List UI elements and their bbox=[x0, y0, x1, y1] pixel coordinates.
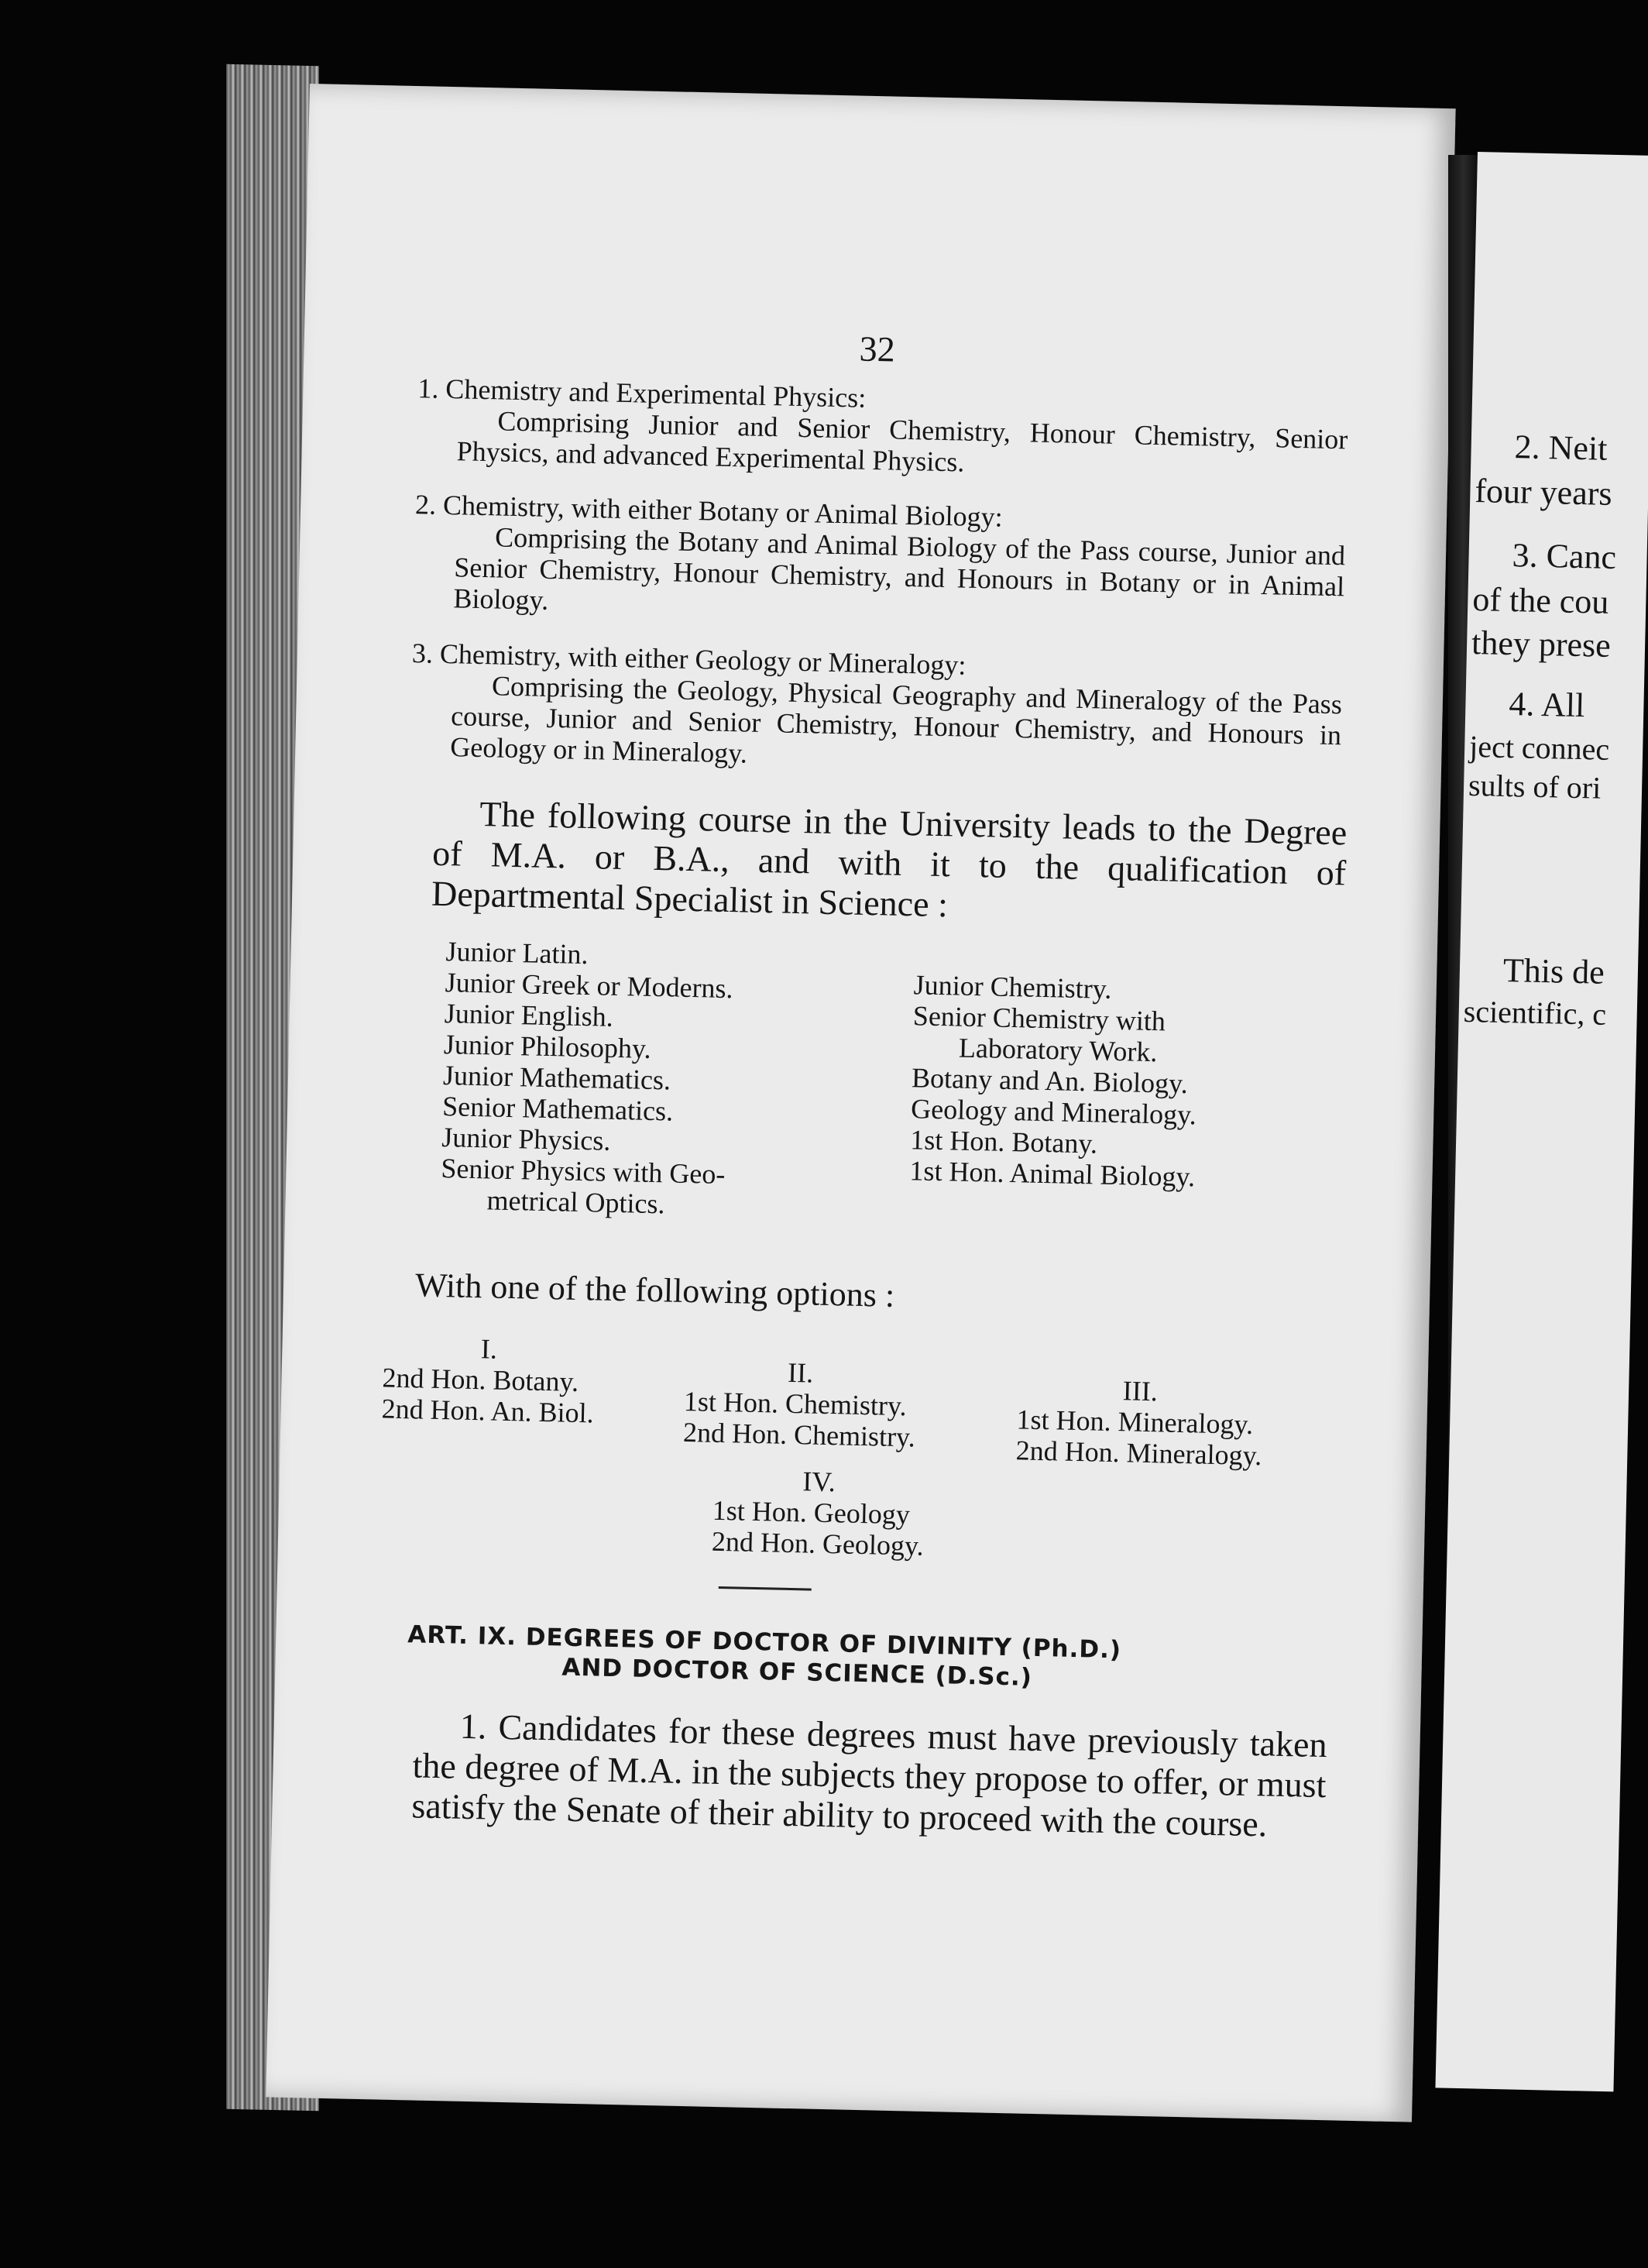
course-item: Junior Philosophy. bbox=[443, 1029, 652, 1064]
list-item bbox=[417, 373, 1348, 486]
list-item bbox=[411, 637, 1343, 782]
option-line: 2nd Hon. An. Biol. bbox=[381, 1393, 595, 1429]
article-heading-line: ART. IX. DEGREES OF DOCTOR OF DIVINITY (Ph.D.) bbox=[407, 1620, 1122, 1665]
course-list-left bbox=[440, 936, 734, 1221]
option-line: 2nd Hon. Botany. bbox=[382, 1362, 579, 1397]
option-line: 1st Hon. Mineralogy. bbox=[1016, 1404, 1254, 1440]
list-item-heading: 2. Chemistry, with either Botany or Animal Biology: bbox=[414, 489, 1004, 533]
option-line: 2nd Hon. Chemistry. bbox=[682, 1416, 916, 1453]
course-item: Junior Mathematics. bbox=[442, 1060, 671, 1096]
option-line: 2nd Hon. Geology. bbox=[711, 1525, 925, 1562]
facing-page-line: they prese bbox=[1471, 623, 1612, 665]
facing-page-line: four years bbox=[1474, 472, 1613, 513]
course-list-right bbox=[909, 969, 1200, 1192]
list-item-heading: 1. Chemistry and Experimental Physics: bbox=[417, 373, 867, 414]
course-item: Geology and Mineralogy. bbox=[910, 1093, 1197, 1131]
option-line: 1st Hon. Geology bbox=[712, 1494, 911, 1531]
course-item: 1st Hon. Animal Biology. bbox=[909, 1155, 1196, 1193]
list-item-body: Comprising Junior and Senior Chemistry, Honour Chemistry, Senior Physics, and advanced Experimental Physics. bbox=[456, 405, 1348, 478]
facing-page-line: This de bbox=[1502, 950, 1605, 991]
course-item: Junior Greek or Moderns. bbox=[445, 967, 734, 1005]
course-item: Junior Physics. bbox=[441, 1122, 611, 1156]
facing-page-line: ject connec bbox=[1468, 728, 1610, 767]
list-item-body: Comprising the Geology, Physical Geography and Mineralogy of the Pass course, Junior and Senior Chemistry, Honour Chemistry, and Honours in Geology or in Mineralogy. bbox=[449, 670, 1343, 769]
facing-page-line: 2. Neit bbox=[1514, 428, 1608, 468]
option-numeral: IV. bbox=[802, 1466, 836, 1498]
article-heading bbox=[407, 1620, 1321, 1699]
option-line: 2nd Hon. Mineralogy. bbox=[1015, 1435, 1262, 1472]
book-page bbox=[266, 84, 1455, 2122]
option-numeral: II. bbox=[787, 1356, 814, 1389]
course-item: Senior Mathematics. bbox=[441, 1091, 674, 1127]
course-item: metrical Optics. bbox=[486, 1184, 665, 1220]
facing-page-line: scientific, c bbox=[1463, 993, 1607, 1032]
section-divider bbox=[719, 1586, 812, 1591]
course-item: Senior Chemistry with bbox=[912, 1000, 1166, 1037]
page-content bbox=[266, 84, 1455, 2122]
course-item: Botany and An. Biology. bbox=[911, 1062, 1189, 1100]
course-item: Senior Physics with Geo- bbox=[441, 1153, 726, 1191]
option-group bbox=[381, 1331, 596, 1428]
list-item-heading: 3. Chemistry, with either Geology or Mineralogy: bbox=[411, 637, 966, 681]
page-number: 32 bbox=[859, 328, 896, 369]
option-group bbox=[683, 1355, 917, 1453]
option-numeral: III. bbox=[1122, 1375, 1159, 1407]
course-intro-paragraph: The following course in the University leads to the Degree of M.A. or B.A., and with it to the qualification of Departmental Specialist in Science : bbox=[431, 794, 1348, 925]
course-item: Junior Chemistry. bbox=[913, 969, 1112, 1005]
facing-page-line: 4. All bbox=[1508, 685, 1585, 725]
facing-page-line: sults of ori bbox=[1468, 767, 1602, 806]
option-group bbox=[712, 1464, 925, 1562]
list-item-body: Comprising the Botany and Animal Biology of the Pass course, Junior and Senior Chemistry, Honour Chemistry, and Honours in Botany or in Animal Biology. bbox=[453, 521, 1346, 616]
list-item bbox=[414, 489, 1346, 633]
option-line: 1st Hon. Chemistry. bbox=[683, 1385, 908, 1422]
article-heading-line: AND DOCTOR OF SCIENCE (D.Sc.) bbox=[561, 1653, 1033, 1692]
options-heading: With one of the following options : bbox=[414, 1266, 895, 1314]
course-item: Laboratory Work. bbox=[958, 1032, 1158, 1068]
facing-page-line: of the cou bbox=[1471, 579, 1609, 621]
course-item: 1st Hon. Botany. bbox=[910, 1124, 1098, 1160]
option-group bbox=[1015, 1373, 1263, 1471]
facing-page-line: 3. Canc bbox=[1512, 536, 1617, 577]
article-paragraph: 1. Candidates for these degrees must have previously taken the degree of M.A. in the subjects they propose to offer, or must satisfy the Senate of their ability to proceed with the course. bbox=[410, 1706, 1328, 1844]
course-item: Junior Latin. bbox=[445, 936, 589, 971]
course-item: Junior English. bbox=[444, 998, 614, 1033]
option-numeral: I. bbox=[480, 1333, 498, 1365]
